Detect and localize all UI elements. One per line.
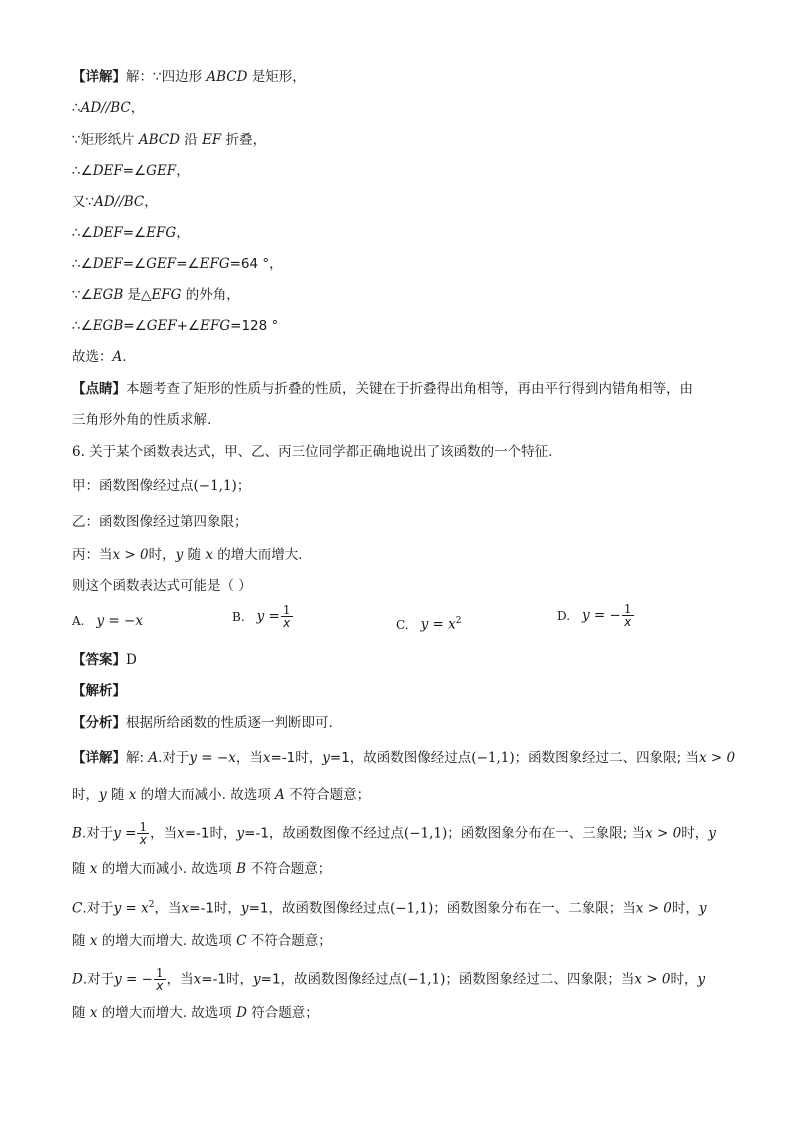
option-c[interactable]: C. $y = x^2$ xyxy=(396,616,462,633)
statement-yi: 乙：函数图像经过第四象限； xyxy=(72,514,248,530)
detail-line-2: ∴AD//BC， xyxy=(72,100,145,116)
question-stem: 6. 关于某个函数表达式，甲、乙、丙三位同学都正确地说出了该函数的一个特征. xyxy=(72,444,553,460)
comment-line-1: 【点睛】本题考查了矩形的性质与折叠的性质，关键在于折叠得出角相等，再由平行得到内错角相等，由 xyxy=(72,381,693,397)
comment-line-2: 三角形外角的性质求解. xyxy=(72,412,212,428)
answer-value: D xyxy=(126,652,137,668)
option-b[interactable]: B. y = $\frac{1}{x}$ xyxy=(232,603,291,630)
answer-line xyxy=(72,651,137,669)
detail-tag: 【详解】 xyxy=(72,69,126,85)
comment-tag: 【点睛】 xyxy=(72,381,126,397)
detail-line-4: ∴∠DEF=∠GEF， xyxy=(72,163,190,179)
analysis-line xyxy=(72,682,126,700)
detail-c-line-2: 随 x 的增大而增大. 故选项 C 不符合题意； xyxy=(72,933,332,949)
detail-b-line-1: B.对于y = $\frac{1}{x}$ ，当x=-1时，y=-1，故函数图像不经过点(−1,1)；函数图象分布在一、三象限; 当x > 0时，y xyxy=(72,820,716,847)
statement-jia: 甲：函数图像经过点(−1,1)； xyxy=(72,478,251,494)
detail-a-line-2: 时，y 随 x 的增大而减小. 故选项 A 不符合题意； xyxy=(72,787,371,803)
detail-line-9: ∴∠EGB=∠GEF+∠EFG=128 ° xyxy=(72,318,279,334)
detail-line-3: ∵矩形纸片 ABCD 沿 EF 折叠， xyxy=(72,132,267,148)
answer-tag: 【答案】 xyxy=(72,652,126,668)
detail-d-line-1: D.对于y = − $\frac{1}{x}$ ，当x=-1时，y=1，故函数图像经过点(−1,1)；函数图象经过二、四象限；当x > 0时，y xyxy=(72,966,706,993)
detail-line-7: ∴∠DEF=∠GEF=∠EFG=64 °， xyxy=(72,256,283,272)
fenxi-line: 【分析】根据所给函数的性质逐一判断即可. xyxy=(72,715,333,731)
option-a[interactable]: A. y = −x xyxy=(72,613,143,629)
detail-a-line-1: 【详解】解: A.对于y = −x，当x=-1时，y=1，故函数图像经过点(−1,1)；函数图象经过二、四象限; 当x > 0 xyxy=(72,750,736,766)
fraction: $\frac{1}{x}$ xyxy=(155,966,164,993)
detail-b-line-2: 随 x 的增大而减小. 故选项 B 不符合题意； xyxy=(72,861,332,877)
analysis-tag: 【解析】 xyxy=(72,683,126,699)
option-d[interactable]: D. y = − $\frac{1}{x}$ xyxy=(557,602,632,629)
detail-c-line-1: C.对于$y = x^2$，当x=-1时，y=1，故函数图像经过点(−1,1)；函数图象分布在一、二象限；当x > 0时，y xyxy=(72,900,707,917)
detail-line-1: 【详解】解：∵四边形 ABCD 是矩形， xyxy=(72,69,306,85)
question-number: 6. xyxy=(72,444,85,460)
detail-line-6: ∴∠DEF=∠EFG， xyxy=(72,225,190,241)
fraction: $\frac{1}{x}$ xyxy=(282,603,291,630)
fraction: $\frac{1}{x}$ xyxy=(139,820,148,847)
detail-line-5: 又∵AD//BC， xyxy=(72,194,158,210)
statement-bing: 丙：当x > 0时，y 随 x 的增大而增大. xyxy=(72,547,303,563)
detail-d-line-2: 随 x 的增大而增大. 故选项 D 符合题意； xyxy=(72,1005,319,1021)
detail-line-8: ∵∠EGB 是△EFG 的外角， xyxy=(72,287,240,303)
fraction: $\frac{1}{x}$ xyxy=(623,602,632,629)
choice-line: 故选：A. xyxy=(72,349,127,365)
question-ask: 则这个函数表达式可能是（ ） xyxy=(72,578,252,594)
